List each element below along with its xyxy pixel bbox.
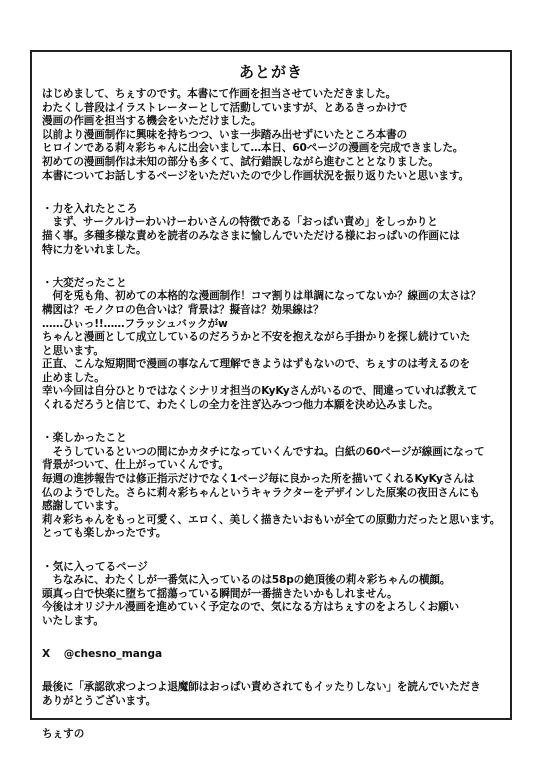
text-line: 正直、こんな短期間で漫画の事なんて理解できようはずもないので、ちぇすのは考えるのを [42, 358, 470, 371]
text-line: 毎週の進捗報告では修正指示だけでなく1ページ毎に良かった所を描いてくれるKyKyさんは [42, 473, 475, 486]
text-line: ちなみに、わたくしが一番気に入っているのは58pの絶頂後の莉々彩ちゃんの横顔。 [42, 574, 451, 587]
text-line: そうしているといつの間にかカタチになっていくんですね。白紙の60ページが線画になって [42, 445, 485, 458]
text-line: 本書についてお話しするページをいただいたので少し作画状況を振り返りたいと思います。 [42, 169, 469, 182]
text-line: 漫画の作画を担当する機会をいただけました。 [42, 115, 262, 128]
section-favorite-page [42, 561, 502, 629]
section-heading: ・力を入れたところ [42, 202, 138, 215]
text-line: 莉々彩ちゃんをもっと可愛く、エロく、美しく描きたいおもいが全ての原動力だったと思います。 [42, 513, 501, 526]
text-line: 頭真っ白で快楽に堕ちて揺蕩っている瞬間が一番描きたいかもしれません。 [42, 587, 398, 600]
text-line: 以前より漫画制作に興味を持ちつつ、いま一歩踏み出せずにいたところ本書の [42, 128, 407, 141]
text-line: ……ひぃっ!!……フラッシュバックがw [42, 317, 228, 330]
text-line: 描く事。多種多様な責めを読者のみなさまに愉しんでいただける様におっぱいの作画には [42, 229, 460, 242]
section-fun [42, 432, 502, 541]
text-line: 何を兎も角、初めての本格的な漫画制作！コマ割りは単調になってないか？線画の太さは？ [42, 290, 481, 303]
text-line: と思います。 [42, 344, 104, 357]
section-effort [42, 203, 502, 257]
afterword-frame [30, 50, 512, 741]
text-line: 構図は？モノクロの色合いは？背景は？擬音は？効果線は？ [42, 303, 324, 316]
text-line: 止めました。 [42, 371, 105, 384]
afterword-body [42, 88, 502, 742]
author-signature: ちぇすの [42, 728, 85, 741]
section-hardships [42, 277, 502, 413]
intro-paragraph [42, 88, 502, 183]
section-heading: ・気に入ってるページ [42, 560, 148, 573]
text-line: 最後に「承認欲求つよつよ退魔師はおっぱい責めされてもイッたりしない」を読んでいただき [42, 681, 481, 694]
closing-paragraph [42, 681, 502, 708]
text-line: 幸い今回は自分ひとりではなくシナリオ担当のKyKyさんがいるので、間違っていれば教えて [42, 385, 478, 398]
text-line: 仏のようでした。さらに莉々彩ちゃんというキャラクターをデザインした原案の夜田さんにも [42, 486, 480, 499]
text-line: 今後はオリジナル漫画を進めていく予定なので、気になる方はちぇすのをよろしくお願い [42, 601, 460, 614]
text-line: いたします。 [42, 614, 104, 627]
sns-handle-link[interactable]: @chesno_manga [63, 648, 163, 661]
text-line: 特に力をいれました。 [42, 243, 147, 256]
text-line: ありがとうございます。 [42, 694, 157, 707]
text-line: 感謝しています。 [42, 500, 125, 513]
sns-account [42, 648, 502, 662]
text-line: わたくし普段はイラストレーターとして活動していますが、とあるきっかけで [42, 101, 408, 114]
section-heading: ・大変だったこと [42, 276, 127, 289]
x-logo-label: X [42, 648, 51, 661]
text-line: まず、サークルけーわいけーわいさんの特徴である「おっぱい責め」をしっかりと [42, 216, 438, 229]
page-title: あとがき [238, 63, 303, 81]
text-line: とっても楽しかったです。 [42, 527, 167, 540]
text-line: ちゃんと漫画として成立しているのだろうかと不安を抱えながら手掛かりを探し続けていた [42, 331, 471, 344]
text-line: 背景がついて、仕上がっていくんです。 [42, 459, 229, 472]
text-line: ヒロインである莉々彩ちゃんに出会いまして…本日、60ページの漫画を完成できました。 [42, 142, 464, 155]
text-line: くれるだろうと信じて、わたくしの全力を注ぎ込みつつ他力本願を決め込みました。 [42, 399, 439, 412]
text-line: はじめまして、ちぇすのです。本書にて作画を担当させていただきました。 [42, 88, 397, 100]
section-heading: ・楽しかったこと [42, 432, 127, 445]
text-line: 初めての漫画制作は未知の部分も多くて、試行錯誤しながら進むこととなりました。 [42, 155, 439, 168]
